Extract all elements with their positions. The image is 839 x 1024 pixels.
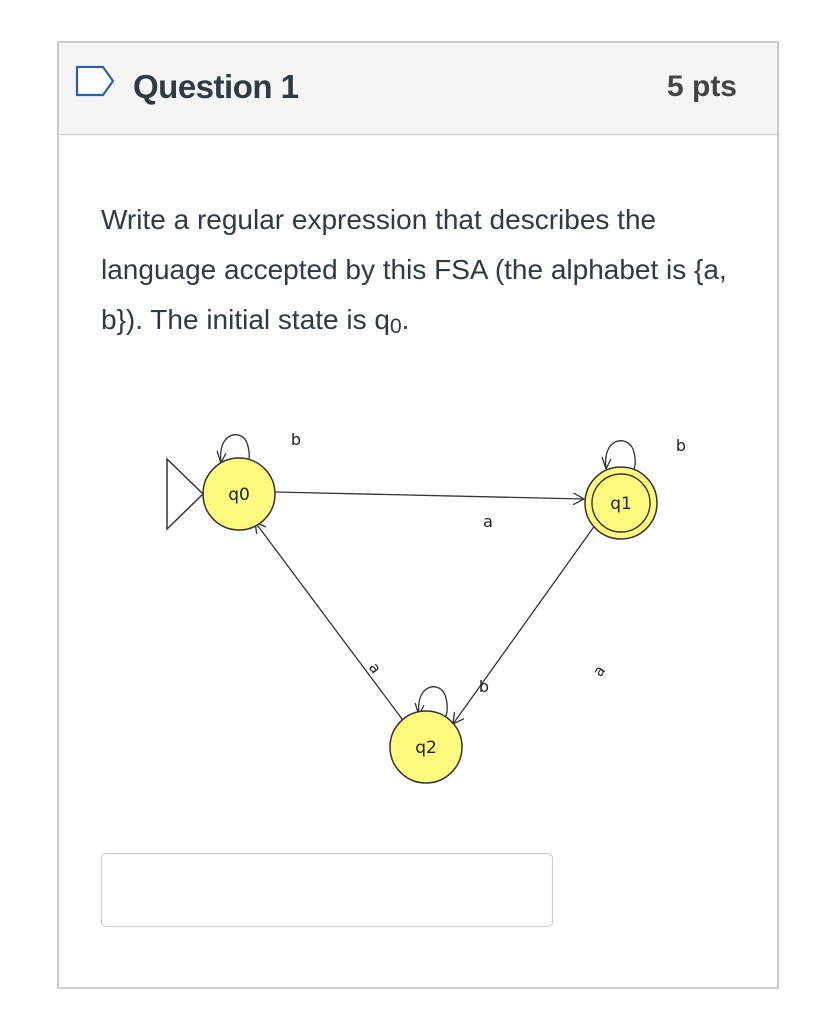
- question-prompt: [101, 195, 761, 352]
- transition-q1-q1-head: [602, 457, 611, 469]
- question-points: 5 pts: [666, 70, 737, 103]
- label-q2-q2: b: [478, 677, 490, 696]
- question-title: Question 1: [133, 68, 299, 105]
- label-q0-q1: a: [483, 512, 493, 531]
- state-q0-label: q0: [228, 485, 250, 505]
- transition-q1-q2: [453, 521, 598, 724]
- question-card: [57, 41, 779, 989]
- label-q1-q1: b: [675, 436, 687, 455]
- initial-state-arrow: [167, 459, 203, 529]
- question-header: [59, 43, 777, 135]
- state-q2-label: q2: [415, 738, 437, 758]
- prompt-subscript: 0: [389, 315, 402, 338]
- flag-question-icon[interactable]: [75, 65, 115, 97]
- answer-input[interactable]: [101, 853, 553, 927]
- state-q1-label: q1: [610, 494, 632, 514]
- label-q2-q0: a: [364, 659, 386, 677]
- transition-q0-q1: [275, 492, 584, 499]
- prompt-end: .: [401, 304, 410, 335]
- prompt-text: Write a regular expression that describes the language accepted by this FSA (the alphabet is {a, b}). The initial state is q: [101, 204, 727, 335]
- label-q1-q2: a: [588, 662, 610, 680]
- label-q0-q0: b: [290, 430, 302, 449]
- transition-q2-q0: [255, 522, 411, 731]
- fsa-diagram: [167, 381, 687, 801]
